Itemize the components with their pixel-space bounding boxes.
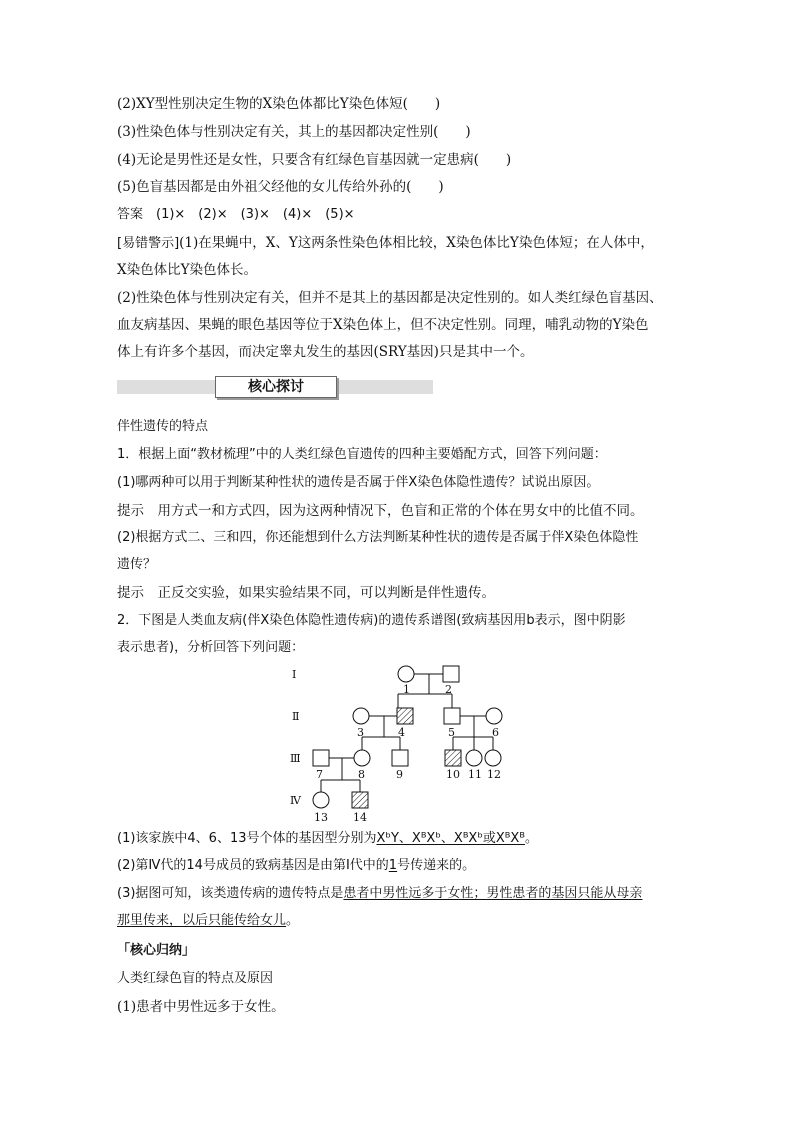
num-11: 11 bbox=[468, 768, 482, 781]
pedigree-male-9 bbox=[392, 750, 408, 766]
pedigree-female-11 bbox=[466, 750, 482, 766]
num-7: 7 bbox=[316, 768, 323, 781]
answer-3 bbox=[117, 885, 642, 903]
pedigree-male-14-affected bbox=[352, 792, 368, 808]
inquiry-subtitle: 伴性遗传的特点 bbox=[117, 419, 209, 434]
gen-label-1: Ⅰ bbox=[292, 668, 297, 681]
warning-label: [易错警示] bbox=[117, 236, 180, 251]
answer-1 bbox=[117, 830, 538, 848]
answer-2-blank: 1 bbox=[388, 858, 398, 873]
judge-item-4: (4)无论是男性还是女性，只要含有红绿色盲基因就一定患病( ) bbox=[117, 152, 512, 168]
answer-3-blank-2: 那里传来，以后只能传给女儿 bbox=[117, 913, 287, 928]
question-1: 1．根据上面“教材梳理”中的人类红绿色盲遗传的四种主要婚配方式，回答下列问题： bbox=[117, 447, 607, 462]
num-10: 10 bbox=[446, 768, 460, 781]
gen-label-3: Ⅲ bbox=[290, 752, 301, 765]
warning-line-2: X染色体比Y染色体长。 bbox=[117, 262, 258, 278]
judge-item-5: (5)色盲基因都是由外祖父经他的女儿传给外孙的( ) bbox=[117, 179, 444, 195]
num-5: 5 bbox=[448, 726, 455, 739]
judge-item-3: (3)性染色体与性别决定有关，其上的基因都决定性别( ) bbox=[117, 124, 471, 140]
pedigree-male-5 bbox=[444, 708, 460, 724]
pedigree-chart bbox=[280, 660, 520, 825]
num-2: 2 bbox=[445, 683, 452, 696]
pedigree-female-8 bbox=[354, 750, 370, 766]
summary-point-1: (1)患者中男性远多于女性。 bbox=[117, 999, 285, 1015]
judge-item-2: (2)XY型性别决定生物的X染色体都比Y染色体短( ) bbox=[117, 96, 441, 112]
num-6: 6 bbox=[492, 726, 499, 739]
warning-line-4: 血友病基因、果蝇的眼色基因等位于X染色体上，但不决定性别。同理，哺乳动物的Y染色 bbox=[117, 317, 649, 333]
answer-3-text: (3)据图可知，该类遗传病的遗传特点是 bbox=[117, 886, 344, 901]
num-13: 13 bbox=[314, 811, 328, 824]
question-2b: 表示患者)，分析回答下列问题： bbox=[117, 640, 305, 655]
gen-label-2: Ⅱ bbox=[292, 710, 300, 723]
question-1-1: (1)哪两种可以用于判断某种性状的遗传是否属于伴X染色体隐性遗传？试说出原因。 bbox=[117, 475, 600, 490]
section-banner bbox=[117, 376, 433, 398]
pedigree-female-3 bbox=[353, 708, 369, 724]
num-4: 4 bbox=[398, 726, 405, 739]
gen-label-4: Ⅳ bbox=[290, 794, 301, 807]
num-8: 8 bbox=[358, 768, 365, 781]
answer-3-blank: 患者中男性远多于女性；男性患者的基因只能从母亲 bbox=[343, 886, 643, 901]
answer-1-blank: XᵇY、XᴮXᵇ、XᴮXᵇ或XᴮXᴮ bbox=[376, 831, 525, 846]
answer-2-text: (2)第Ⅳ代的14号成员的致病基因是由第Ⅰ代中的 bbox=[117, 858, 389, 873]
pedigree-male-10-affected bbox=[445, 750, 461, 766]
section-title: 核心探讨 bbox=[215, 376, 337, 398]
answer-2-end: 号传递来的。 bbox=[397, 858, 476, 873]
pedigree-female-1 bbox=[398, 666, 414, 682]
summary-label: 「核心归纳」 bbox=[117, 943, 196, 958]
num-1: 1 bbox=[403, 683, 410, 696]
summary-title: 人类红绿色盲的特点及原因 bbox=[117, 971, 274, 986]
num-12: 12 bbox=[487, 768, 501, 781]
pedigree-male-4-affected bbox=[397, 708, 413, 724]
num-14: 14 bbox=[353, 811, 367, 824]
warning-line-3: (2)性染色体与性别决定有关，但并不是其上的基因都是决定性别的。如人类红绿色盲基因、 bbox=[117, 290, 663, 306]
hint-2: 提示 正反交实验，如果实验结果不同，可以判断是伴性遗传。 bbox=[117, 585, 495, 601]
warning-text-1a: (1)在果蝇中，X、Y这两条性染色体相比较，X染色体比Y染色体短；在人体中， bbox=[179, 235, 654, 251]
pedigree-male-7 bbox=[313, 750, 329, 766]
pedigree-female-13 bbox=[313, 792, 329, 808]
num-9: 9 bbox=[396, 768, 403, 781]
question-2a: 2．下图是人类血友病(伴X染色体隐性遗传病)的遗传系谱图(致病基因用b表示，图中阴影 bbox=[117, 613, 626, 628]
answer-3-cont bbox=[117, 912, 299, 930]
hint-1: 提示 用方式一和方式四，因为这两种情况下，色盲和正常的个体在男女中的比值不同。 bbox=[117, 503, 644, 519]
answer-line: 答案 (1)× (2)× (3)× (4)× (5)× bbox=[117, 207, 355, 222]
pedigree-female-6 bbox=[486, 708, 502, 724]
warning-line-5: 体上有许多个基因，而决定睾丸发生的基因(SRY基因)只是其中一个。 bbox=[117, 344, 534, 360]
num-3: 3 bbox=[357, 726, 364, 739]
answer-2 bbox=[117, 857, 475, 875]
pedigree-female-12 bbox=[485, 750, 501, 766]
question-1-2a: (2)根据方式二、三和四，你还能想到什么方法判断某种性状的遗传是否属于伴X染色体隐性 bbox=[117, 530, 639, 545]
warning-line-1 bbox=[117, 234, 654, 253]
pedigree-male-2 bbox=[443, 666, 459, 682]
answer-1-end: 。 bbox=[524, 831, 538, 846]
question-1-2b: 遗传？ bbox=[117, 557, 157, 572]
answer-1-text: (1)该家族中4、6、13号个体的基因型分别为 bbox=[117, 831, 377, 846]
answer-3-end: 。 bbox=[286, 913, 300, 928]
